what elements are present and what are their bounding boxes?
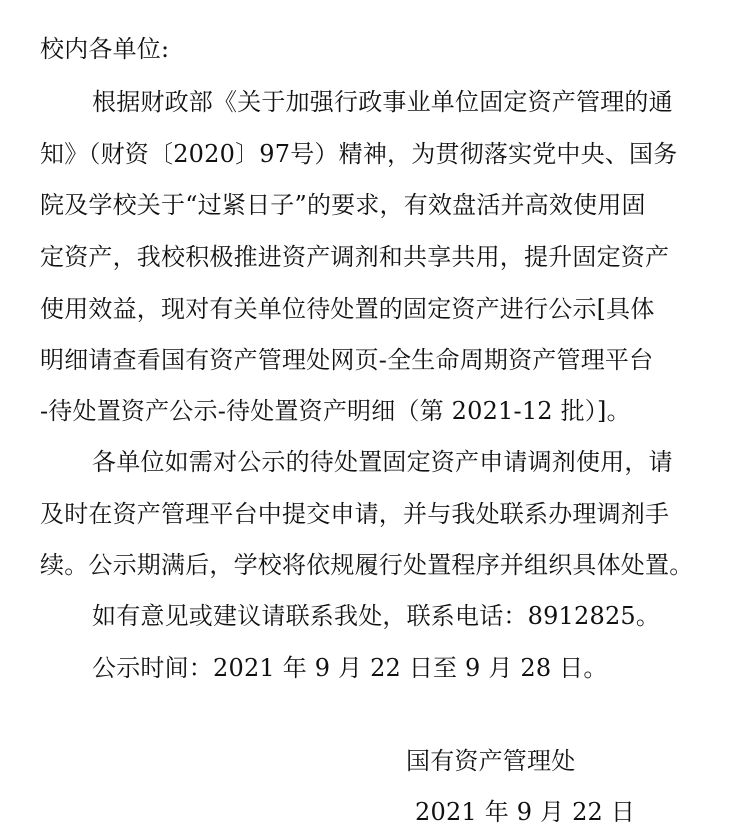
contact-line: 如有意见或建议请联系我处，联系电话：8912825。 (92, 602, 661, 630)
paragraph-line: 院及学校关于“过紧日子”的要求，有效盘活并高效使用固 (40, 191, 646, 219)
paragraph-line: 根据财政部《关于加强行政事业单位固定资产管理的通 (92, 88, 673, 116)
paragraph-line: -待处置资产公示-待处置资产明细（第 2021-12 批）]。 (40, 397, 631, 425)
notice-period-line: 公示时间：2021 年 9 月 22 日至 9 月 28 日。 (92, 654, 608, 682)
paragraph-line: 及时在资产管理平台中提交申请，并与我处联系办理调剂手 (40, 500, 670, 528)
paragraph-line: 明细请查看国有资产管理处网页-全生命周期资产管理平台 (40, 346, 654, 374)
salutation: 校内各单位: (40, 35, 170, 63)
paragraph-line: 知》（财资〔2020〕97号）精神，为贯彻落实党中央、国务 (40, 140, 678, 168)
paragraph-line: 定资产，我校积极推进资产调剂和共享共用，提升固定资产 (40, 243, 670, 271)
signature-date: 2021 年 9 月 22 日 (415, 798, 636, 826)
signature-office: 国有资产管理处 (406, 747, 576, 775)
paragraph-line: 使用效益，现对有关单位待处置的固定资产进行公示[具体 (40, 295, 655, 323)
paragraph-line: 各单位如需对公示的待处置固定资产申请调剂使用，请 (92, 448, 673, 476)
paragraph-line: 续。公示期满后，学校将依规履行处置程序并组织具体处置。 (40, 551, 694, 579)
